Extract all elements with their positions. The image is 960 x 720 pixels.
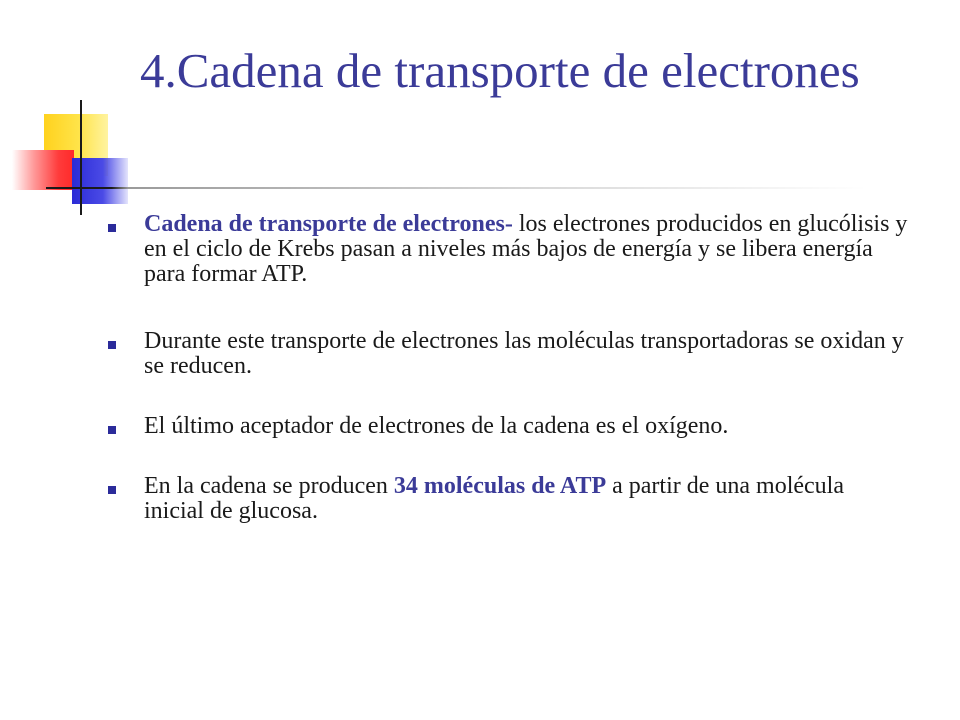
slide-title: 4.Cadena de transporte de electrones	[140, 43, 860, 98]
title-underline-rule	[46, 187, 866, 189]
bullet-item	[108, 329, 908, 379]
bullet-text: En la cadena se producen	[144, 473, 394, 499]
vertical-rule	[80, 100, 82, 215]
red-square-decoration	[12, 150, 74, 190]
bullet-text: los electrones producidos en glucólisis y en el ciclo de Krebs pasan a niveles más bajos de energía y se libera energía para formar ATP.	[144, 211, 908, 287]
bullet-item	[108, 474, 908, 524]
bullet-highlight: 34 moléculas de ATP	[393, 473, 607, 499]
bullet-list	[108, 212, 908, 559]
bullet-text: El último aceptador de electrones de la cadena es el oxígeno.	[144, 413, 729, 439]
bullet-item	[108, 414, 908, 439]
bullet-text: a partir de una molécula inicial de glucosa.	[144, 473, 844, 524]
bullet-text: Durante este transporte de electrones las moléculas transportadoras se oxidan y se reducen.	[144, 328, 904, 379]
bullet-item	[108, 212, 908, 287]
bullet-highlight: Cadena de transporte de electrones-	[144, 211, 513, 237]
